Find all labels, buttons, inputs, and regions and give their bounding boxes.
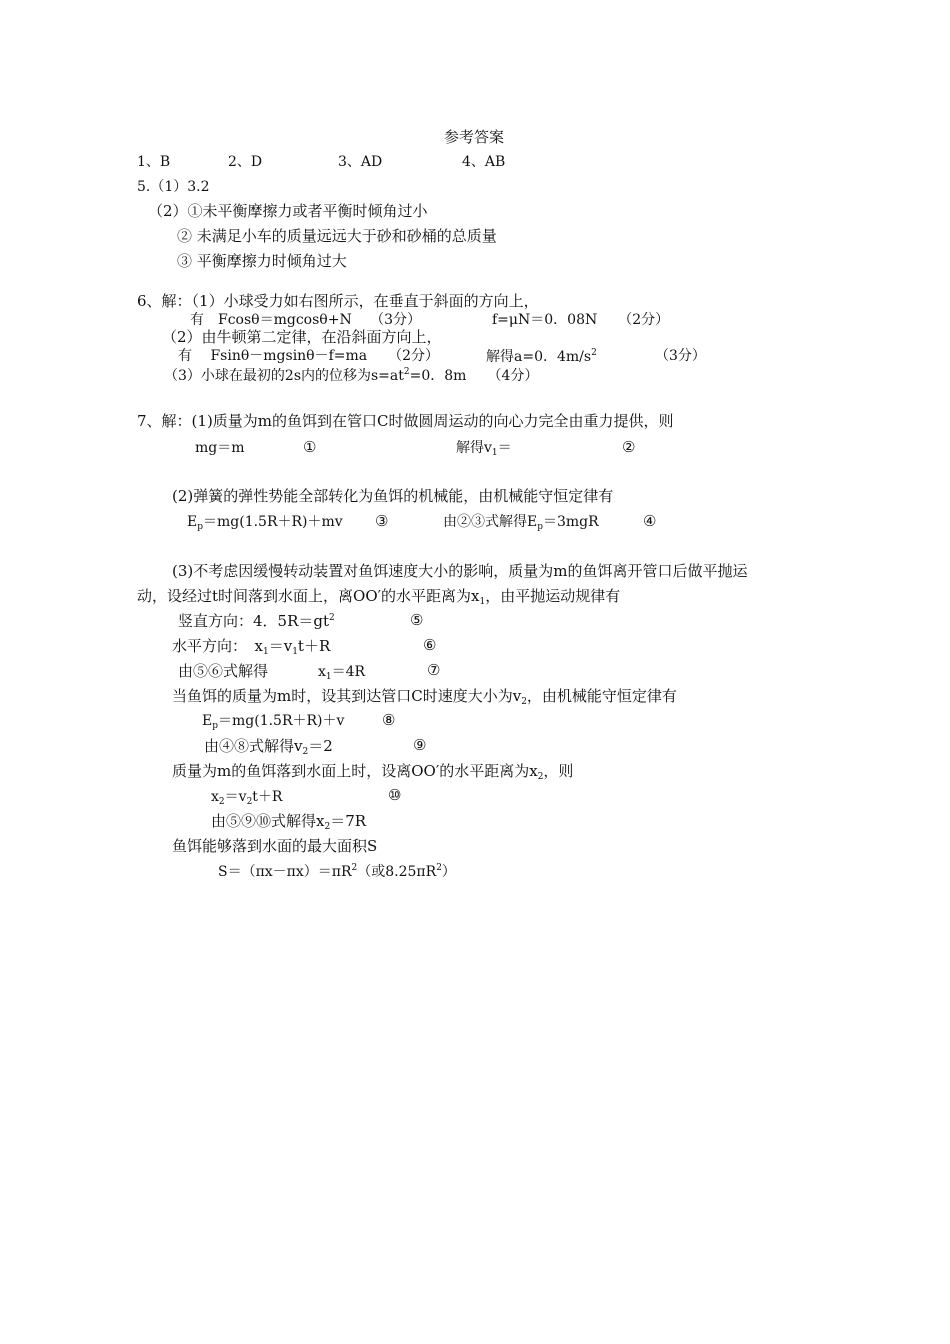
q7-line9-mark7: ⑦	[427, 661, 441, 679]
q7-line8-horizontal: 水平方向： $x_1=v_1t+R$	[172, 637, 331, 657]
q7-line17-area: $S=(\pi x-\pi x)=\pi R^2$（或$8.25\pi R^2$）	[218, 863, 456, 880]
q7-line4-eq: $E_p=mg(1.5R+R)+mv$	[187, 514, 343, 532]
choice-answer-2: 2、D	[228, 154, 263, 170]
q7-line7-mark5: ⑤	[410, 611, 424, 629]
q7-line7-vertical: 竖直方向：4．$5R=gt^2$	[178, 612, 335, 630]
q7-line6: 动，设经过t时间落到水面上，离OO′的水平距离为$x_1$，由平抛运动规律有	[137, 587, 621, 607]
page-title: 参考答案	[444, 128, 505, 146]
q7-line2-result: 解得$v_1=$	[456, 440, 512, 458]
q7-line12-result: 由④⑧式解得$v_2=2$	[204, 737, 333, 757]
q7-line3: (2)弹簧的弹性势能全部转化为鱼饵的机械能，由机械能守恒定律有	[172, 487, 614, 505]
q7-line4-mark3: ③	[375, 512, 389, 530]
q7-line5: (3)不考虑因缓慢转动装置对鱼饵速度大小的影响，质量为m的鱼饵离开管口后做平抛运	[172, 562, 748, 580]
q7-line1: 7、解：(1)质量为m的鱼饵到在管口C时做圆周运动的向心力完全由重力提供，则	[137, 412, 674, 430]
q7-line2-eq: mg＝m	[195, 440, 245, 456]
q7-line13: 质量为m的鱼饵落到水面上时，设离OO′的水平距离为$x_2$，则	[172, 762, 574, 782]
q7-line9-result: $x_1=4R$	[318, 664, 366, 682]
q7-line14-eq: $x_2=v_2t+R$	[211, 789, 283, 807]
q7-line11-eq: $E_p=mg(1.5R+R)+v$	[202, 713, 345, 731]
q6-line2-eq: 有 Fcosθ＝mgcosθ+N （3分）	[190, 312, 422, 328]
q6-line5: （3）小球在最初的2s内的位移为$s=at^2=0$．8m （4分）	[164, 367, 539, 384]
q5-part2-a: （2）①未平衡摩擦力或者平衡时倾角过小	[148, 202, 428, 220]
q7-line9-label: 由⑤⑥式解得	[178, 662, 269, 680]
q7-line4-result: 由②③式解得$E_p=3mgR$	[443, 514, 599, 532]
q6-line2-friction: f=μN＝0．08N （2分）	[492, 312, 670, 328]
q6-line4-result: 解得a=0．$4m/s^2$	[486, 348, 597, 365]
q5-part2-c: ③ 平衡摩擦力时倾角过大	[177, 252, 347, 270]
q7-line10: 当鱼饵的质量为m时，设其到达管口C时速度大小为$v_2$，由机械能守恒定律有	[172, 687, 677, 707]
choice-answer-4: 4、AB	[462, 154, 506, 170]
q7-line15-result: 由⑤⑨⑩式解得$x_2=7R$	[211, 812, 367, 832]
q7-line2-mark1: ①	[303, 438, 317, 456]
q6-line1: 6、解：（1）小球受力如右图所示，在垂直于斜面的方向上，	[137, 292, 539, 310]
q7-line2-mark2: ②	[622, 438, 636, 456]
q7-line14-mark10: ⑩	[388, 786, 402, 804]
q7-line16: 鱼饵能够落到水面的最大面积S	[172, 837, 378, 855]
q7-line8-mark6: ⑥	[423, 636, 437, 654]
q5-part1: 5.（1）3.2	[137, 179, 210, 195]
q6-line4-eq: 有 Fsinθ－mgsinθ－f=ma （2分）	[178, 348, 440, 364]
q7-line11-mark8: ⑧	[382, 711, 396, 729]
q6-line4-score: （3分）	[655, 348, 706, 364]
q7-line12-mark9: ⑨	[413, 736, 427, 754]
q7-line4-mark4: ④	[643, 512, 657, 530]
q5-part2-b: ② 未满足小车的质量远远大于砂和砂桶的总质量	[177, 227, 497, 245]
choice-answer-1: 1、B	[137, 154, 171, 170]
choice-answer-3: 3、AD	[338, 154, 383, 170]
q6-line3: （2）由牛顿第二定律，在沿斜面方向上，	[162, 328, 442, 346]
